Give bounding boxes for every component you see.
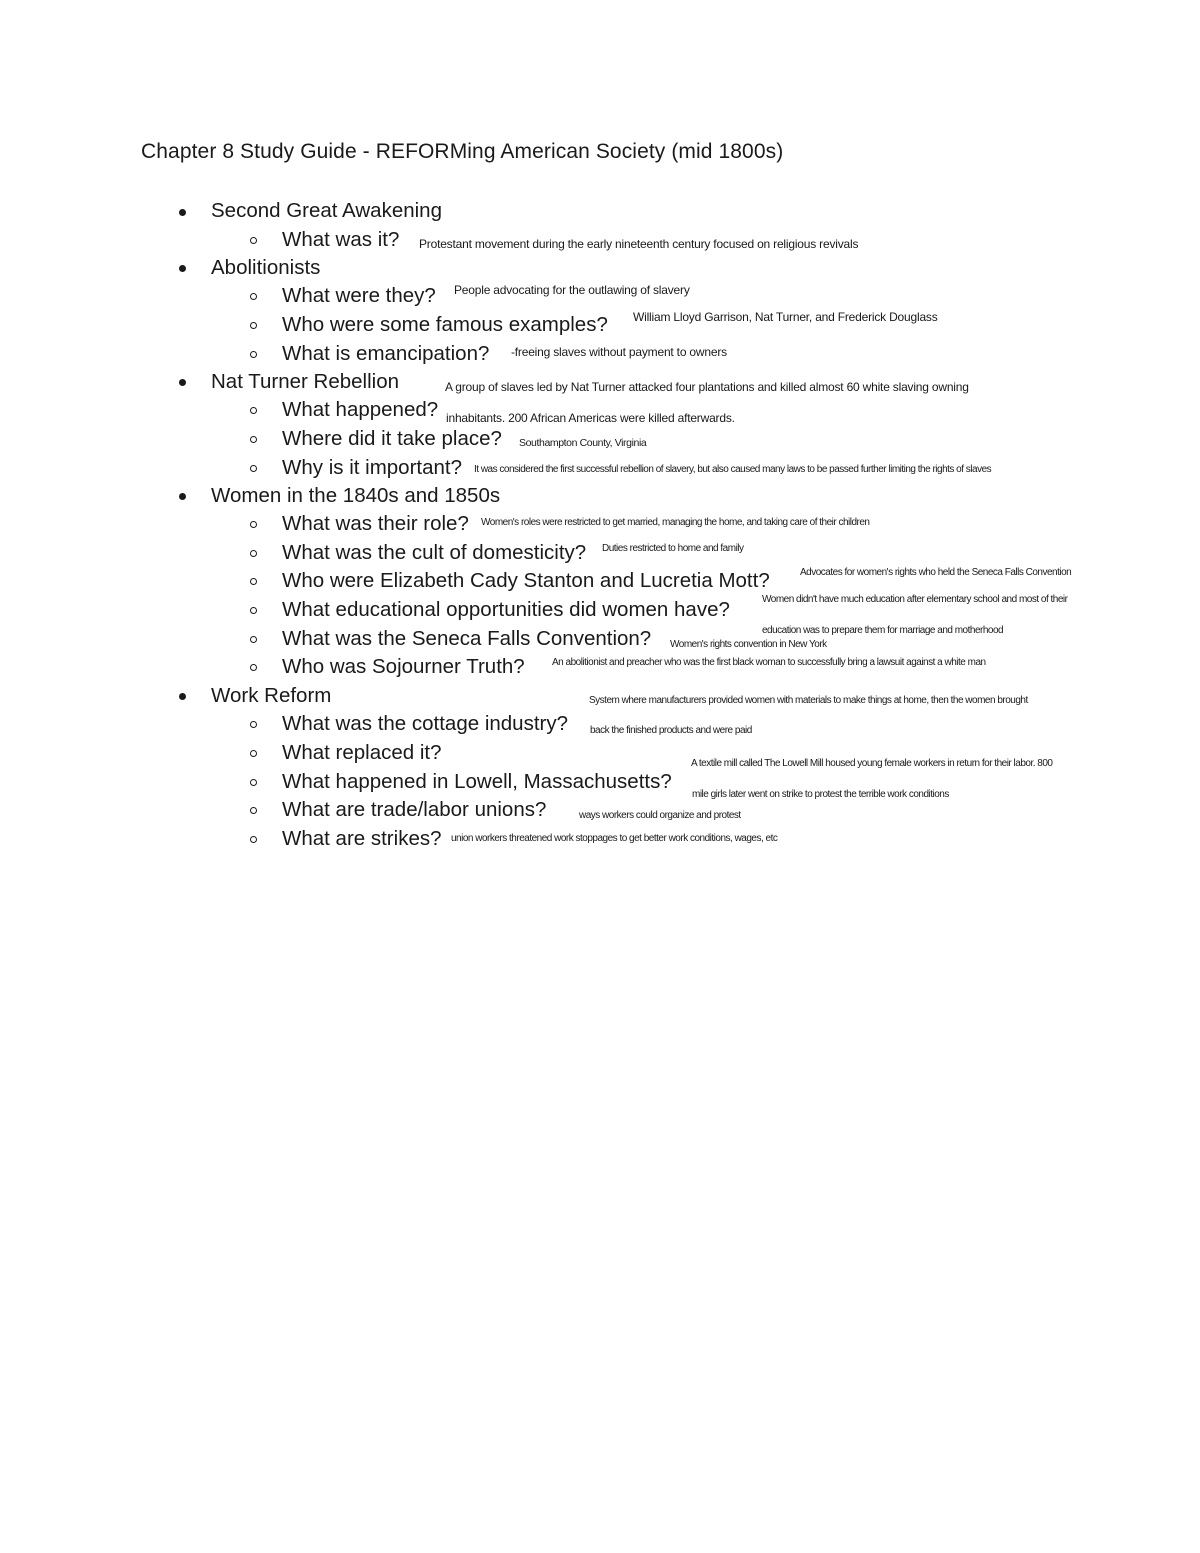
question: What was it?: [282, 228, 400, 251]
question: What was their role?: [282, 512, 469, 535]
bullet-circle-icon: [250, 807, 257, 814]
bullet-circle-icon: [250, 351, 257, 358]
bullet-circle-icon: [250, 721, 257, 728]
answer-text: An abolitionist and preacher who was the first black woman to successfully bring a lawsuit against a white man: [552, 657, 986, 668]
page-title: Chapter 8 Study Guide - REFORMing American Society (mid 1800s): [141, 140, 784, 163]
bullet-disc-icon: [179, 379, 186, 386]
question: What is emancipation?: [282, 342, 490, 365]
question: Who was Sojourner Truth?: [282, 655, 525, 678]
question: What educational opportunities did women have?: [282, 598, 730, 621]
question: What happened in Lowell, Massachusetts?: [282, 770, 672, 793]
question: What are trade/labor unions?: [282, 798, 547, 821]
bullet-circle-icon: [250, 578, 257, 585]
answer-text: back the finished products and were paid: [590, 725, 752, 736]
question: Where did it take place?: [282, 427, 502, 450]
answer-text: Advocates for women's rights who held the Seneca Falls Convention: [800, 567, 1072, 578]
answer-text: A group of slaves led by Nat Turner attacked four plantations and killed almost 60 white slaving owning: [445, 380, 969, 394]
answer-text: ways workers could organize and protest: [579, 810, 741, 821]
bullet-disc-icon: [179, 209, 186, 216]
question: Who were Elizabeth Cady Stanton and Lucretia Mott?: [282, 569, 770, 592]
answer-text: William Lloyd Garrison, Nat Turner, and Frederick Douglass: [633, 310, 938, 324]
bullet-circle-icon: [250, 293, 257, 300]
question: What was the Seneca Falls Convention?: [282, 627, 652, 650]
section-heading: Women in the 1840s and 1850s: [211, 484, 501, 507]
answer-text: mile girls later went on strike to protest the terrible work conditions: [692, 789, 949, 800]
answer-text: Women's roles were restricted to get married, managing the home, and taking care of their children: [481, 517, 870, 528]
bullet-disc-icon: [179, 265, 186, 272]
bullet-disc-icon: [179, 693, 186, 700]
question: What happened?: [282, 398, 439, 421]
question: Why is it important?: [282, 456, 462, 479]
bullet-circle-icon: [250, 664, 257, 671]
answer-text: Women didn't have much education after elementary school and most of their: [762, 594, 1068, 605]
answer-text: Women's rights convention in New York: [670, 639, 827, 650]
answer-text: inhabitants. 200 African Americas were killed afterwards.: [446, 411, 735, 425]
answer-text: A textile mill called The Lowell Mill housed young female workers in return for their labor. 800: [691, 758, 1053, 769]
bullet-circle-icon: [250, 237, 257, 244]
answer-text: It was considered the first successful rebellion of slavery, but also caused many laws to be passed further limiting the rights of slaves: [474, 464, 992, 475]
answer-text: education was to prepare them for marriage and motherhood: [762, 625, 1004, 636]
answer-text: Protestant movement during the early nineteenth century focused on religious revivals: [419, 237, 859, 251]
question: What was the cottage industry?: [282, 712, 569, 735]
section-heading: Abolitionists: [211, 256, 321, 279]
bullet-disc-icon: [179, 493, 186, 500]
question: What are strikes?: [282, 827, 442, 850]
bullet-circle-icon: [250, 607, 257, 614]
answer-text: Southampton County, Virginia: [519, 437, 647, 449]
answer-text: System where manufacturers provided women with materials to make things at home, then the women brought: [589, 695, 1028, 706]
bullet-circle-icon: [250, 322, 257, 329]
section-heading: Nat Turner Rebellion: [211, 370, 400, 393]
question: Who were some famous examples?: [282, 313, 608, 336]
answer-text: People advocating for the outlawing of slavery: [454, 283, 690, 297]
bullet-circle-icon: [250, 521, 257, 528]
question: What were they?: [282, 284, 436, 307]
bullet-circle-icon: [250, 465, 257, 472]
bullet-circle-icon: [250, 836, 257, 843]
bullet-circle-icon: [250, 407, 257, 414]
bullet-circle-icon: [250, 636, 257, 643]
section-heading: Second Great Awakening: [211, 199, 442, 222]
bullet-circle-icon: [250, 550, 257, 557]
section-heading: Work Reform: [211, 684, 332, 707]
question: What was the cult of domesticity?: [282, 541, 587, 564]
answer-text: -freeing slaves without payment to owners: [511, 345, 727, 359]
bullet-circle-icon: [250, 750, 257, 757]
bullet-circle-icon: [250, 779, 257, 786]
answer-text: Duties restricted to home and family: [602, 543, 744, 554]
bullet-circle-icon: [250, 436, 257, 443]
question: What replaced it?: [282, 741, 442, 764]
answer-text: union workers threatened work stoppages to get better work conditions, wages, etc: [451, 833, 778, 844]
